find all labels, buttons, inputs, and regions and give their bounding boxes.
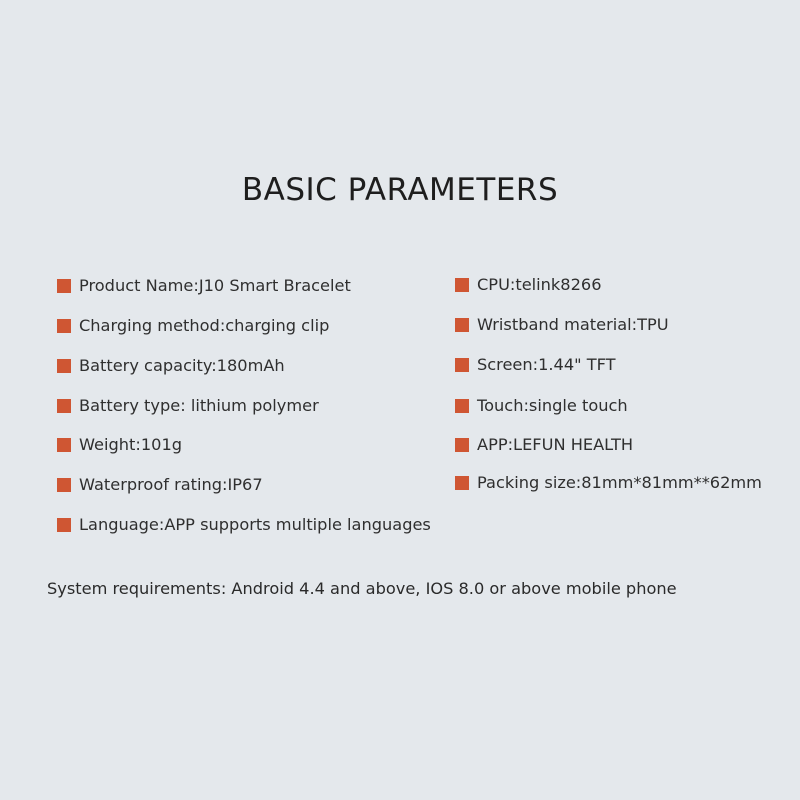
param-label: Battery capacity:180mAh <box>79 356 285 375</box>
param-label: Language:APP supports multiple languages <box>79 515 431 534</box>
bullet-square-icon <box>455 278 469 292</box>
param-label: Screen:1.44" TFT <box>477 355 616 374</box>
bullet-square-icon <box>455 358 469 372</box>
bullet-square-icon <box>57 319 71 333</box>
param-label: Product Name:J10 Smart Bracelet <box>79 276 351 295</box>
param-label: Weight:101g <box>79 435 183 454</box>
bullet-square-icon <box>455 476 469 490</box>
bullet-square-icon <box>455 438 469 452</box>
param-product-name <box>57 274 351 298</box>
system-requirements: System requirements: Android 4.4 and above, IOS 8.0 or above mobile phone <box>47 579 677 598</box>
bullet-square-icon <box>57 399 71 413</box>
bullet-square-icon <box>455 318 469 332</box>
param-label: APP:LEFUN HEALTH <box>477 435 634 454</box>
param-label: Wristband material:TPU <box>477 315 669 334</box>
param-label: Battery type: lithium polymer <box>79 396 319 415</box>
param-screen <box>455 353 616 377</box>
param-label: Charging method:charging clip <box>79 316 330 335</box>
bullet-square-icon <box>57 478 71 492</box>
param-battery-type <box>57 394 319 418</box>
bullet-square-icon <box>455 399 469 413</box>
param-battery-capacity <box>57 354 285 378</box>
param-label: Packing size:81mm*81mm**62mm <box>477 473 762 492</box>
param-cpu <box>455 273 602 297</box>
bullet-square-icon <box>57 279 71 293</box>
param-language <box>57 513 431 537</box>
param-wristband-material <box>455 313 669 337</box>
param-label: Touch:single touch <box>477 396 628 415</box>
param-label: Waterproof rating:IP67 <box>79 475 263 494</box>
page-title: BASIC PARAMETERS <box>241 172 559 208</box>
bullet-square-icon <box>57 359 71 373</box>
param-weight <box>57 433 182 457</box>
param-packing-size <box>455 471 762 495</box>
param-label: CPU:telink8266 <box>477 275 602 294</box>
param-touch <box>455 394 628 418</box>
param-waterproof-rating <box>57 473 263 497</box>
param-charging-method <box>57 314 329 338</box>
param-app <box>455 433 633 457</box>
bullet-square-icon <box>57 518 71 532</box>
bullet-square-icon <box>57 438 71 452</box>
